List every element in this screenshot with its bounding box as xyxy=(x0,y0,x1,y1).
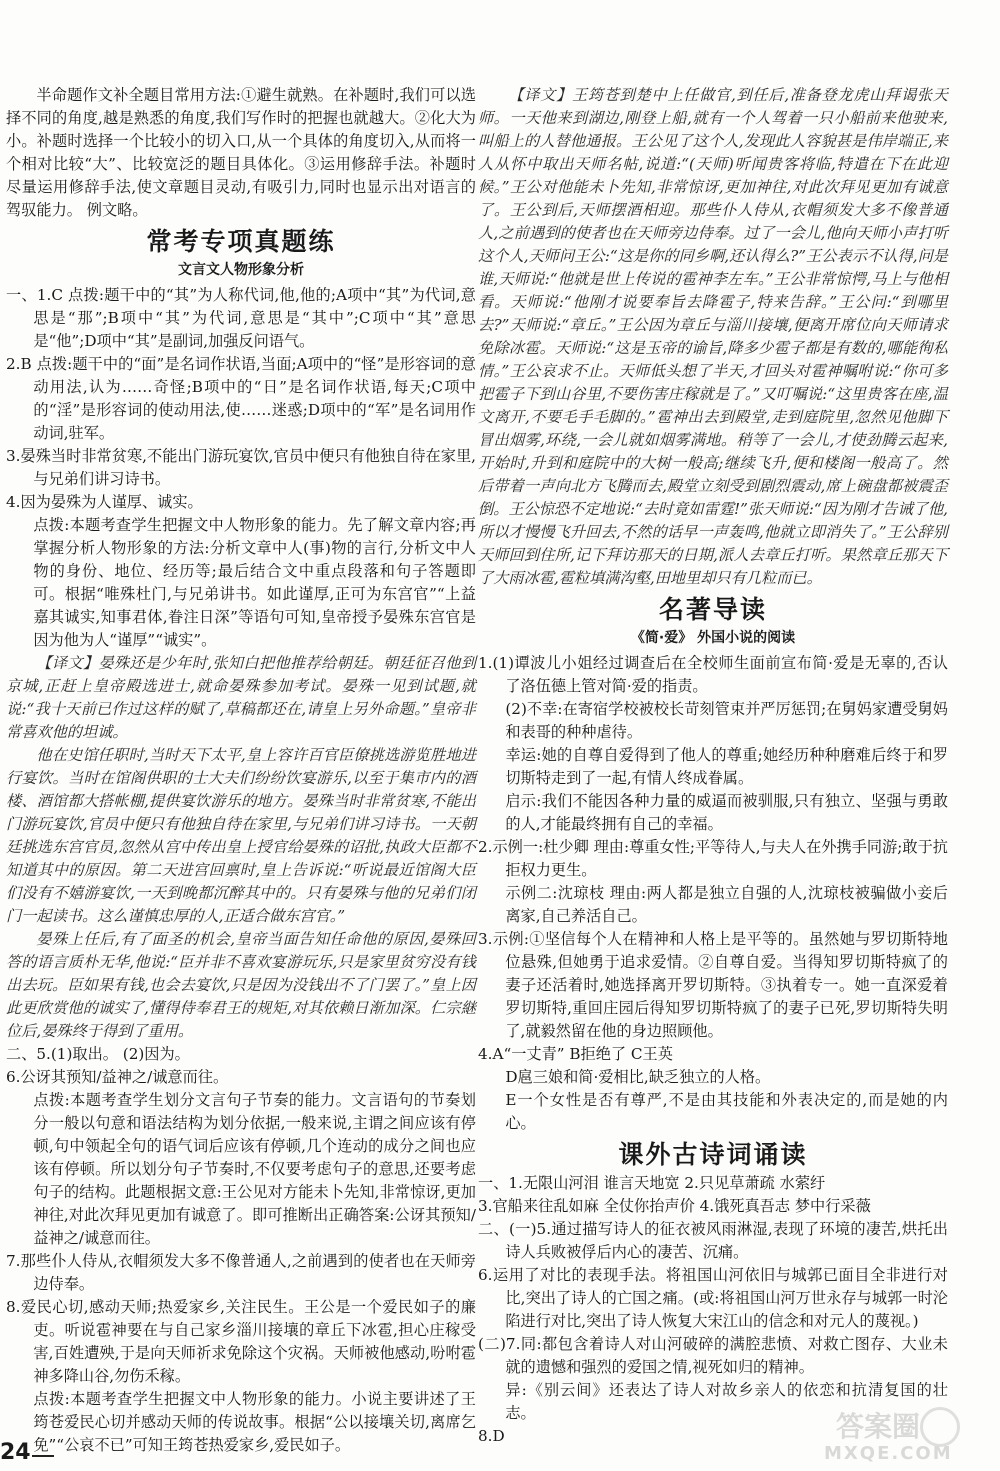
answer-r2: 2.示例一:杜少卿 理由:尊重女性;平等待人,与夫人在外携手同游;敢于抗拒权力更生。 xyxy=(478,838,948,879)
answer-p7: (二)7.同:都包含着诗人对山河破碎的满腔悲愤、对救亡图存、大业未就的遗憾和强烈的爱国之情,视死如归的精神。 xyxy=(478,1335,948,1376)
answer-q8: 8.爱民心切,感动天师;热爱家乡,关注民生。王公是一个爱民如子的廉吏。听说雹神要在与自己家乡淄川接壤的章丘下冰雹,担心庄稼受害,百姓遭殃,于是向天师祈求免除这个灾祸。天师被他感动,吩咐雹神多降山谷,勿伤禾稼。 xyxy=(6,1298,476,1385)
answer-p6: 6.运用了对比的表现手法。将祖国山河依旧与城郭已面目全非进行对比,突出了诗人的亡国之痛。(或:将祖国山河万世永存与城郭一时沦陷进行对比,突出了诗人恢复大宋江山的信念和对元人的蔑视。) xyxy=(478,1266,948,1330)
answer-r4-d: D扈三娘和简·爱相比,缺乏独立的人格。 xyxy=(505,1068,771,1086)
watermark-text-url: MXQE.COM xyxy=(824,1443,953,1464)
translation-3: 晏殊上任后,有了面圣的机会,皇帝当面告知任命他的原因,晏殊回答的语言质朴无华,他说:“臣并非不喜欢宴游玩乐,只是家里贫穷没有钱出去玩。臣如果有钱,也会去宴饮,只是因为没钱出不了门罢了。”皇上因此更欣赏他的诚实了,懂得侍奉君王的规矩,对其依赖日渐加深。仁宗継位后,晏殊终于得到了重用。 xyxy=(6,930,476,1040)
subsection-title-jane-eyre: 《简·爱》 外国小说的阅读 xyxy=(630,630,796,646)
answer-p3: 3.官船来往乱如麻 全仗你抬声价 4.饿死真吾志 梦中行采薇 xyxy=(478,1197,871,1215)
translation-right: 【译文】王筠苍到楚中上任做官,到任后,准备登龙虎山拜谒张天师。一天他来到湖边,刚登上船,就有一个人驾着一只小船前来他驶来,叫船上的人替他通报。王公见了这个人,发现此人容貌甚是伟岸端正,来人从怀中取出天师名帖,说道:“(天师)听闻贵客将临,特遣在下在此迎候。”王公对他能未卜先知,非常惊讶,更加神往,对此次拜见更加有诚意了。王公到后,天师摆酒相迎。那些仆人侍从,衣帽须发大多不像普通人,之前遇到的使者也在天师旁边侍奉。过了一会儿,他向天师小声打听这个人,天师问王公:“这是你的同乡啊,还认得么?”王公表示不认得,问是谁,天师说:“他就是世上传说的雹神李左车。”王公非常惊愕,马上与他相看。天师说:“他刚才说要奉旨去降雹子,特来告辞。”王公问:“到哪里去?”天师说:“章丘。”王公因为章丘与淄川接壤,便离开席位向天师请求免除冰雹。天师说:“这是玉帝的谕旨,降多少雹子都是有数的,哪能徇私情。”王公哀求不止。天师低头想了半天,才回头对雹神嘱咐说:“你可多把雹子下到山谷里,不要伤害庄稼就是了。”又叮嘱说:“这里贵客在座,温文离开,不要毛手毛脚的。”雹神出去到殿堂,走到庭院里,忽然见他脚下冒出烟雾,环绕,一会儿就如烟雾满地。稍等了一会儿,才使劲腾云起来,开始时,升到和庭院中的大树一般高;继续飞升,便和楼阁一般高了。然后带着一声向北方飞腾而去,殿堂立刻受到剧烈震动,席上碗盘都被震歪倒。王公惊恐不定地说:“去时竟如雷霆!”张天师说:“因为刚才告诫了他,所以才慢慢飞升回去,不然的话早一声轰鸣,他就立即消失了。”王公辞别天师回到住所,记下拜访那天的日期,派人去章丘打听。果然章丘那天下了大雨冰雹,雹粒填满沟壑,田地里却只有几粒而已。 xyxy=(478,86,948,587)
answer-r1-2: (2)不幸:在寄宿学校被校长苛刻管束并严厉惩罚;在舅妈家遭受舅妈和表哥的种种虐待。 xyxy=(505,700,948,741)
answer-r1-3: 幸运:她的自尊自爱得到了他人的尊重;她经历种种磨难后终于和罗切斯特走到了一起,有情人终成眷属。 xyxy=(505,746,948,787)
answer-p8: 8.D xyxy=(478,1427,505,1445)
answer-r2-2: 示例二:沈琼枝 理由:两人都是独立自强的人,沈琼枝被骗做小妾后离家,自己养活自己。 xyxy=(505,884,948,925)
subsection-title: 文言文人物形象分析 xyxy=(178,262,304,278)
answer-r3: 3.示例:①坚信每个人在精神和人格上是平等的。虽然她与罗切斯特地位悬殊,但她勇于追求爱情。②自尊自爱。当得知罗切斯特疯了的妻子还活着时,她选择离开罗切斯特。③执着专一。她一直深爱着罗切斯特,重回庄园后得知罗切斯特疯了的妻子已死,罗切斯特失明了,就毅然留在他的身边照顾他。 xyxy=(478,930,948,1040)
page-number-rule xyxy=(32,1455,54,1457)
tip-q8: 点拨:本题考查学生把握文中人物形象的能力。小说主要讲述了王筠苍爱民心切并感动天师的传说故事。根据“公以接壤关切,离席乞免”“公哀不已”可知王筠苍热爱家乡,爱民如子。 xyxy=(33,1390,476,1454)
watermark-text-cn: 答案圈 xyxy=(836,1410,921,1443)
left-column xyxy=(6,84,476,1457)
answer-q5: 二、5.(1)取出。 (2)因为。 xyxy=(6,1045,190,1063)
translation-2: 他在史馆任职时,当时天下太平,皇上容许百官臣僚挑选游览胜地进行宴饮。当时在馆阁供职的士大夫们纷纷饮宴游乐,以至于集市内的酒楼、酒馆都大搭帐棚,提供宴饮游乐的地方。晏殊当时非常贫寒,不能出门游玩宴饮,官员中便只有他独自待在家里,与兄弟们讲习诗书。一天朝廷挑选东宫官员,忽然从宫中传出皇上授官给晏殊的诏批,执政大臣都不知道其中的原因。第二天进宫回禀时,皇上告诉说:“听说最近馆阁大臣们没有不嬉游宴饮,一天到晚都沉醉其中的。只有晏殊与他的兄弟们闭门一起读书。这么谨慎忠厚的人,正适合做东宫官。” xyxy=(6,746,476,925)
answer-q2: 2.B 点拨:题干中的“面”是名词作状语,当面;A项中的“怪”是形容词的意动用法,认为……奇怪;B项中的“日”是名词作状语,每天;C项中的“淫”是形容词的使动用法,使……迷惑;D项中的“军”是名词用作动词,驻军。 xyxy=(6,355,476,442)
tip-q6: 点拨:本题考查学生划分文言句子节奏的能力。文言语句的节奏划分一般以句意和语法结构为划分依据,一般来说,主谓之间应该有停顿,句中领起全句的语气词后应该有停顿,几个连动的成分之间也应该有停顿。所以划分句子节奏时,不仅要考虑句子的意思,还要考虑句子的结构。此题根据文意:王公见对方能未卜先知,非常惊讶,更加神往,对此次拜见更加有诚意了。即可推断出正确答案:公讶其预知/益神之/诚意而往。 xyxy=(33,1091,476,1247)
page-number: 24 xyxy=(0,1440,31,1465)
answer-r1: 1.(1)谭波儿小姐经过调查后在全校师生面前宣布简·爱是无辜的,否认了洛伍德上管对简·爱的指责。 xyxy=(478,654,948,695)
answer-r4: 4.A“一丈青” B拒绝了 C王英 xyxy=(478,1045,673,1063)
right-column xyxy=(478,84,948,1448)
section-title-poetry: 课外古诗词诵读 xyxy=(618,1140,808,1169)
section-title: 常考专项真题练 xyxy=(146,227,336,256)
answer-q6: 6.公讶其预知/益神之/诚意而往。 xyxy=(6,1068,229,1086)
answer-q3: 3.晏殊当时非常贫寒,不能出门游玩宴饮,官员中便只有他独自待在家里,与兄弟们讲习诗书。 xyxy=(6,447,476,488)
answer-q7: 7.那些仆人侍从,衣帽须发大多不像普通人,之前遇到的使者也在天师旁边侍奉。 xyxy=(6,1252,476,1293)
watermark-logo xyxy=(806,1405,986,1465)
tip-q4: 点拨:本题考查学生把握文中人物形象的能力。先了解文章内容;再掌握分析人物形象的方法:分析文章中人(事)物的言行,分析文中人物的身份、地位、经历等;最后结合文中重点段落和句子答题即可。根据“唯殊杜门,与兄弟讲书。如此谨厚,正可为东宫官”“上益嘉其诚实,知事君体,眷注日深”等语句可知,皇帝授予晏殊东宫官是因为他为人“谨厚”“诚实”。 xyxy=(33,516,476,649)
section-title-classics: 名著导读 xyxy=(658,595,767,624)
answer-p1: 一、1.无限山河泪 谁言天地宽 2.只见草萧疏 水萦纡 xyxy=(478,1174,826,1192)
translation-1: 【译文】晏殊还是少年时,张知白把他推荐给朝廷。朝廷征召他到京城,正赶上皇帝殿选进士,就命晏殊参加考试。晏殊一见到试题,就说:“我十天前已作过这样的赋了,草稿都还在,请皇上另外命题。”皇帝非常喜欢他的坦诚。 xyxy=(6,654,476,741)
answer-r1-4: 启示:我们不能因各种力量的威逼而被驯服,只有独立、坚强与勇敢的人,才能最终拥有自己的幸福。 xyxy=(505,792,948,833)
watermark-ring-icon xyxy=(920,1407,960,1447)
answer-p5: 二、(一)5.通过描写诗人的征衣被风雨淋湿,表现了环境的凄苦,烘托出诗人兵败被俘后内心的凄苦、沉痛。 xyxy=(478,1220,948,1261)
answer-q4: 4.因为晏殊为人谨厚、诚实。 xyxy=(6,493,203,511)
answer-r4-e: E一个女性是否有尊严,不是由其技能和外表决定的,而是她的内心。 xyxy=(505,1091,948,1132)
answer-q1: 一、1.C 点拨:题干中的“其”为人称代词,他,他的;A项中“其”为代词,意思是“那”;B项中“其”为代词,意思是“其中”;C项中“其”意思是“他”;D项中“其”是副词,加强反问语气。 xyxy=(6,286,476,350)
answer-p7-2: 异:《别云间》还表达了诗人对故乡亲人的依恋和抗清复国的壮志。 xyxy=(505,1381,948,1422)
intro-paragraph: 半命题作文补全题目常用方法:①避生就熟。在补题时,我们可以选择不同的角度,越是熟悉的角度,我们写作时的把握也就越大。②化大为小。补题时选择一个比较小的切入口,从一个具体的角度切入,从而将一个相对比较“大”、比较宽泛的题目具体化。③运用修辞手法。补题时尽量运用修辞手法,使文章题目灵动,有吸引力,同时也显示出对语言的驾驭能力。 例文略。 xyxy=(6,86,476,219)
